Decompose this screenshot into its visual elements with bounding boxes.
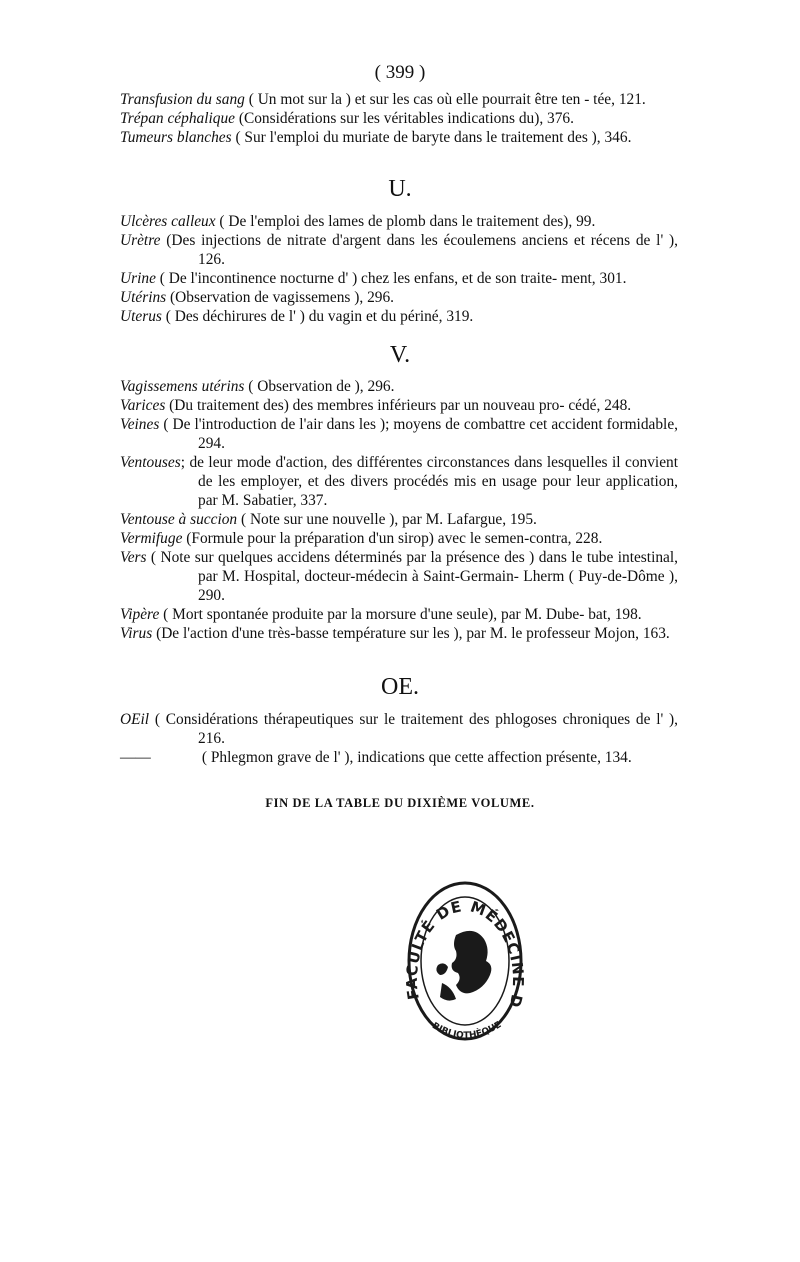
section-letter-oe: OE. [381,674,419,700]
index-entry [120,529,678,548]
index-entry [120,396,678,415]
entry-term: Vers [120,549,147,566]
entry-text: ( De l'introduction de l'air dans les ); moyens de combattre cet accident formidable, 294. [159,416,678,452]
index-entry [120,288,678,307]
index-entry [120,269,678,288]
entry-text: (Formule pour la préparation d'un sirop) avec le semen-contra, 228. [182,530,603,547]
entry-term: Virus [120,625,153,642]
entry-text: ( Phlegmon grave de l' ), indications que cette affection présente, 134. [198,749,632,766]
end-of-table-note: FIN DE LA TABLE DU DIXIÈME VOLUME. [265,796,535,810]
entry-term: Veines [120,416,160,433]
svg-text:BIBLIOTHÈQUE: BIBLIOTHÈQUE [430,1020,504,1042]
index-entry [120,710,678,748]
entry-text: ( Sur l'emploi du muriate de baryte dans le traitement des ), 346. [231,129,632,146]
entry-text: (Des injections de nitrate d'argent dans les écoulemens anciens et récens de l' ), 126. [160,232,678,268]
entry-term: Urine [120,270,156,287]
index-entry [120,453,678,510]
svg-text:FACULTÉ DE MÉDECINE DE PARIS: FACULTÉ DE MÉDECINE D [402,897,528,1010]
entry-text: ( Note sur quelques accidens déterminés par la présence des ) dans le tube intestinal, par M. Hospital, docteur-médecin à Saint-Germain- Lherm ( Puy-de-Dôme ), 290. [146,549,678,604]
library-stamp-icon [398,873,532,1053]
entry-term: Trépan céphalique [120,110,235,127]
section-t [120,90,678,147]
entry-term: OEil [120,711,150,728]
entry-ditto-dash: —— [120,749,151,766]
entry-text: ( Un mot sur la ) et sur les cas où elle pourrait être ten - tée, 121. [244,91,646,108]
entry-term: Uterus [120,308,162,325]
entry-term: Ventouse à succion [120,511,238,528]
entry-text: ( De l'incontinence nocturne d' ) chez les enfans, et de son traite- ment, 301. [155,270,627,287]
index-entry [120,90,678,109]
index-entry [120,307,678,326]
entry-term: Ulcères calleux [120,213,216,230]
index-entry [120,377,678,396]
page-number: ( 399 ) [374,62,426,83]
entry-text: (Considérations sur les véritables indications du), 376. [235,110,574,127]
entry-term: Varices [120,397,166,414]
index-entry [120,624,678,643]
index-entry [120,128,678,147]
entry-text: ( Des déchirures de l' ) du vagin et du périné, 319. [161,308,474,325]
index-entry [120,748,678,767]
entry-term: Tumeurs blanches [120,129,232,146]
entry-term: Ventouses [120,454,181,471]
index-entry [120,109,678,128]
entry-term: Vermifuge [120,530,183,547]
entry-text: ( Observation de ), 296. [244,378,395,395]
section-oe [120,710,678,767]
section-v [120,377,678,643]
entry-term: Utérins [120,289,167,306]
section-letter-u: U. [388,176,412,202]
section-u [120,212,678,326]
entry-term: Urètre [120,232,161,249]
entry-text: (Observation de vagissemens ), 296. [166,289,395,306]
section-letter-v: V. [389,342,411,368]
entry-text: ( Note sur une nouvelle ), par M. Lafargue, 195. [237,511,537,528]
entry-text: ( Mort spontanée produite par la morsure d'une seule), par M. Dube- bat, 198. [159,606,642,623]
entry-term: Vipère [120,606,160,623]
index-entry [120,510,678,529]
entry-term: Vagissemens utérins [120,378,245,395]
index-entry [120,548,678,605]
index-entry [120,212,678,231]
entry-text: ; de leur mode d'action, des différentes circonstances dans lesquelles il convient de les employer, et des divers procédés mis en usage pour leur application, par M. Sabatier, 337. [180,454,678,509]
entry-text: ( Considérations thérapeutiques sur le traitement des phlogoses chroniques de l' ), 216. [149,711,678,747]
index-entry [120,605,678,624]
entry-text: (Du traitement des) des membres inférieurs par un nouveau pro- cédé, 248. [165,397,632,414]
entry-text: ( De l'emploi des lames de plomb dans le traitement des), 99. [215,213,596,230]
index-entry [120,231,678,269]
index-entry [120,415,678,453]
entry-term: Transfusion du sang [120,91,245,108]
entry-text: (De l'action d'une très-basse température sur les ), par M. le professeur Mojon, 163. [152,625,670,642]
